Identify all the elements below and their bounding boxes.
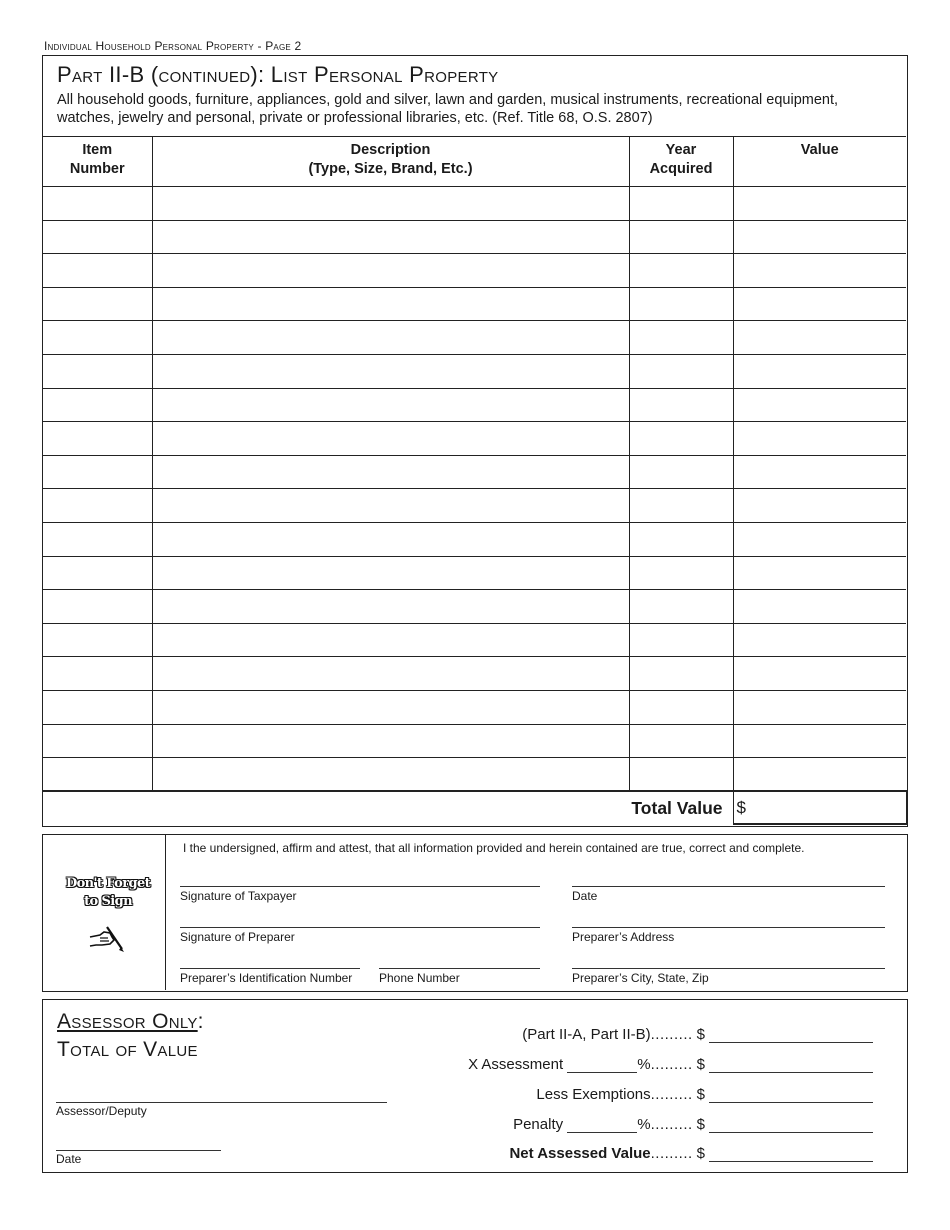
item-number-cell[interactable] [43, 590, 152, 624]
column-header-item-number: Item Number [43, 137, 152, 187]
item-number-cell[interactable] [43, 388, 152, 422]
item-number-cell[interactable] [43, 657, 152, 691]
assessor-date-label: Date [56, 1152, 82, 1166]
table-row [43, 455, 906, 489]
table-row [43, 724, 906, 758]
phone-number-label: Phone Number [379, 971, 460, 985]
year-acquired-cell[interactable] [629, 724, 733, 758]
year-acquired-cell[interactable] [629, 254, 733, 288]
table-header-row [43, 137, 906, 187]
description-cell[interactable] [152, 758, 629, 792]
value-cell[interactable] [733, 187, 906, 221]
table-row [43, 657, 906, 691]
value-cell[interactable] [733, 657, 906, 691]
assessor-deputy-label: Assessor/Deputy [56, 1104, 147, 1118]
total-value-label: Total Value [43, 791, 733, 824]
description-cell[interactable] [152, 354, 629, 388]
table-row [43, 690, 906, 724]
table-row [43, 287, 906, 321]
calc-row-assessment: X Assessment % ......... $ [468, 1053, 873, 1073]
taxpayer-date-line[interactable] [572, 886, 885, 887]
year-acquired-cell[interactable] [629, 522, 733, 556]
net-assessed-value-field[interactable] [709, 1148, 873, 1162]
parts-total-field[interactable] [709, 1029, 873, 1043]
total-row [43, 791, 906, 824]
value-cell[interactable] [733, 758, 906, 792]
value-cell[interactable] [733, 287, 906, 321]
value-cell[interactable] [733, 422, 906, 456]
year-acquired-cell[interactable] [629, 455, 733, 489]
preparer-city-line[interactable] [572, 968, 885, 969]
total-value-field[interactable]: $ [733, 791, 906, 824]
column-header-year-acquired: Year Acquired [629, 137, 733, 187]
table-row [43, 422, 906, 456]
section-description: All household goods, furniture, appliances, gold and silver, lawn and garden, musical instruments, recreational equipment, watches, jewelry and personal, private or professional libraries, etc. (Ref. Title 68, O.S. 2807) [57, 92, 839, 126]
table-row [43, 522, 906, 556]
item-number-cell[interactable] [43, 321, 152, 355]
dont-forget-to-sign-badge: Don't Forget to Sign [65, 876, 151, 909]
preparer-city-label: Preparer’s City, State, Zip [572, 971, 709, 985]
assessor-title: Assessor Only: Total of Value [57, 1010, 204, 1061]
item-number-cell[interactable] [43, 254, 152, 288]
preparer-id-line[interactable] [180, 968, 360, 969]
item-number-cell[interactable] [43, 522, 152, 556]
penalty-amount-field[interactable] [709, 1119, 873, 1133]
value-cell[interactable] [733, 623, 906, 657]
table-row [43, 590, 906, 624]
taxpayer-signature-label: Signature of Taxpayer [180, 889, 297, 903]
table-row [43, 388, 906, 422]
table-row [43, 758, 906, 792]
value-cell[interactable] [733, 724, 906, 758]
calc-row-net-assessed: Net Assessed Value ......... $ [509, 1142, 873, 1162]
preparer-id-label: Preparer’s Identification Number [180, 971, 353, 985]
signature-section [42, 834, 908, 992]
value-cell[interactable] [733, 690, 906, 724]
item-number-cell[interactable] [43, 187, 152, 221]
year-acquired-cell[interactable] [629, 489, 733, 523]
value-cell[interactable] [733, 556, 906, 590]
table-row [43, 220, 906, 254]
description-cell[interactable] [152, 455, 629, 489]
description-cell[interactable] [152, 254, 629, 288]
description-cell[interactable] [152, 657, 629, 691]
year-acquired-cell[interactable] [629, 187, 733, 221]
description-cell[interactable] [152, 590, 629, 624]
preparer-address-line[interactable] [572, 927, 885, 928]
column-header-description: Description (Type, Size, Brand, Etc.) [152, 137, 629, 187]
value-cell[interactable] [733, 455, 906, 489]
property-list-section [42, 55, 908, 827]
table-row [43, 254, 906, 288]
description-cell[interactable] [152, 287, 629, 321]
phone-number-line[interactable] [379, 968, 540, 969]
hand-writing-icon [88, 923, 126, 953]
year-acquired-cell[interactable] [629, 657, 733, 691]
affirmation-text: I the undersigned, affirm and attest, that all information provided and herein contained are true, correct and complete. [183, 841, 805, 855]
description-cell[interactable] [152, 522, 629, 556]
value-cell[interactable] [733, 321, 906, 355]
table-row [43, 489, 906, 523]
table-row [43, 556, 906, 590]
year-acquired-cell[interactable] [629, 220, 733, 254]
year-acquired-cell[interactable] [629, 590, 733, 624]
signature-reminder-panel [43, 835, 166, 990]
description-cell[interactable] [152, 321, 629, 355]
calc-row-exemptions: Less Exemptions ......... $ [536, 1083, 873, 1103]
preparer-signature-label: Signature of Preparer [180, 930, 295, 944]
value-cell[interactable] [733, 489, 906, 523]
item-number-cell[interactable] [43, 724, 152, 758]
calc-row-parts: (Part II-A, Part II-B) ......... $ [522, 1023, 873, 1043]
table-row [43, 321, 906, 355]
description-cell[interactable] [152, 690, 629, 724]
item-number-cell[interactable] [43, 623, 152, 657]
item-number-cell[interactable] [43, 287, 152, 321]
year-acquired-cell[interactable] [629, 422, 733, 456]
item-number-cell[interactable] [43, 422, 152, 456]
year-acquired-cell[interactable] [629, 354, 733, 388]
assessor-deputy-line[interactable] [56, 1102, 387, 1103]
preparer-address-label: Preparer’s Address [572, 930, 675, 944]
item-number-cell[interactable] [43, 220, 152, 254]
assessor-only-section [42, 999, 908, 1173]
description-cell[interactable] [152, 187, 629, 221]
year-acquired-cell[interactable] [629, 758, 733, 792]
item-number-cell[interactable] [43, 690, 152, 724]
item-number-cell[interactable] [43, 758, 152, 792]
assessment-amount-field[interactable] [709, 1059, 873, 1073]
description-cell[interactable] [152, 489, 629, 523]
penalty-percent-field[interactable] [567, 1119, 637, 1133]
description-cell[interactable] [152, 724, 629, 758]
year-acquired-cell[interactable] [629, 556, 733, 590]
year-acquired-cell[interactable] [629, 623, 733, 657]
item-number-cell[interactable] [43, 455, 152, 489]
item-number-cell[interactable] [43, 354, 152, 388]
description-cell[interactable] [152, 220, 629, 254]
preparer-signature-line[interactable] [180, 927, 540, 928]
description-cell[interactable] [152, 422, 629, 456]
taxpayer-date-label: Date [572, 889, 598, 903]
property-table [43, 136, 907, 825]
value-cell[interactable] [733, 590, 906, 624]
taxpayer-signature-line[interactable] [180, 886, 540, 887]
value-cell[interactable] [733, 354, 906, 388]
calc-row-penalty: Penalty % ......... $ [513, 1113, 873, 1133]
exemptions-amount-field[interactable] [709, 1089, 873, 1103]
table-row [43, 623, 906, 657]
value-cell[interactable] [733, 522, 906, 556]
column-header-value: Value [733, 137, 906, 187]
year-acquired-cell[interactable] [629, 690, 733, 724]
value-cell[interactable] [733, 254, 906, 288]
value-cell[interactable] [733, 220, 906, 254]
item-number-cell[interactable] [43, 489, 152, 523]
description-cell[interactable] [152, 556, 629, 590]
assessment-percent-field[interactable] [567, 1059, 637, 1073]
table-row [43, 354, 906, 388]
year-acquired-cell[interactable] [629, 321, 733, 355]
year-acquired-cell[interactable] [629, 287, 733, 321]
year-acquired-cell[interactable] [629, 388, 733, 422]
value-cell[interactable] [733, 388, 906, 422]
table-row [43, 187, 906, 221]
item-number-cell[interactable] [43, 556, 152, 590]
description-cell[interactable] [152, 388, 629, 422]
section-title: Part II-B (continued): List Personal Property [57, 62, 499, 87]
assessor-date-line[interactable] [56, 1150, 221, 1151]
description-cell[interactable] [152, 623, 629, 657]
page-header: Individual Household Personal Property - Page 2 [44, 39, 302, 53]
